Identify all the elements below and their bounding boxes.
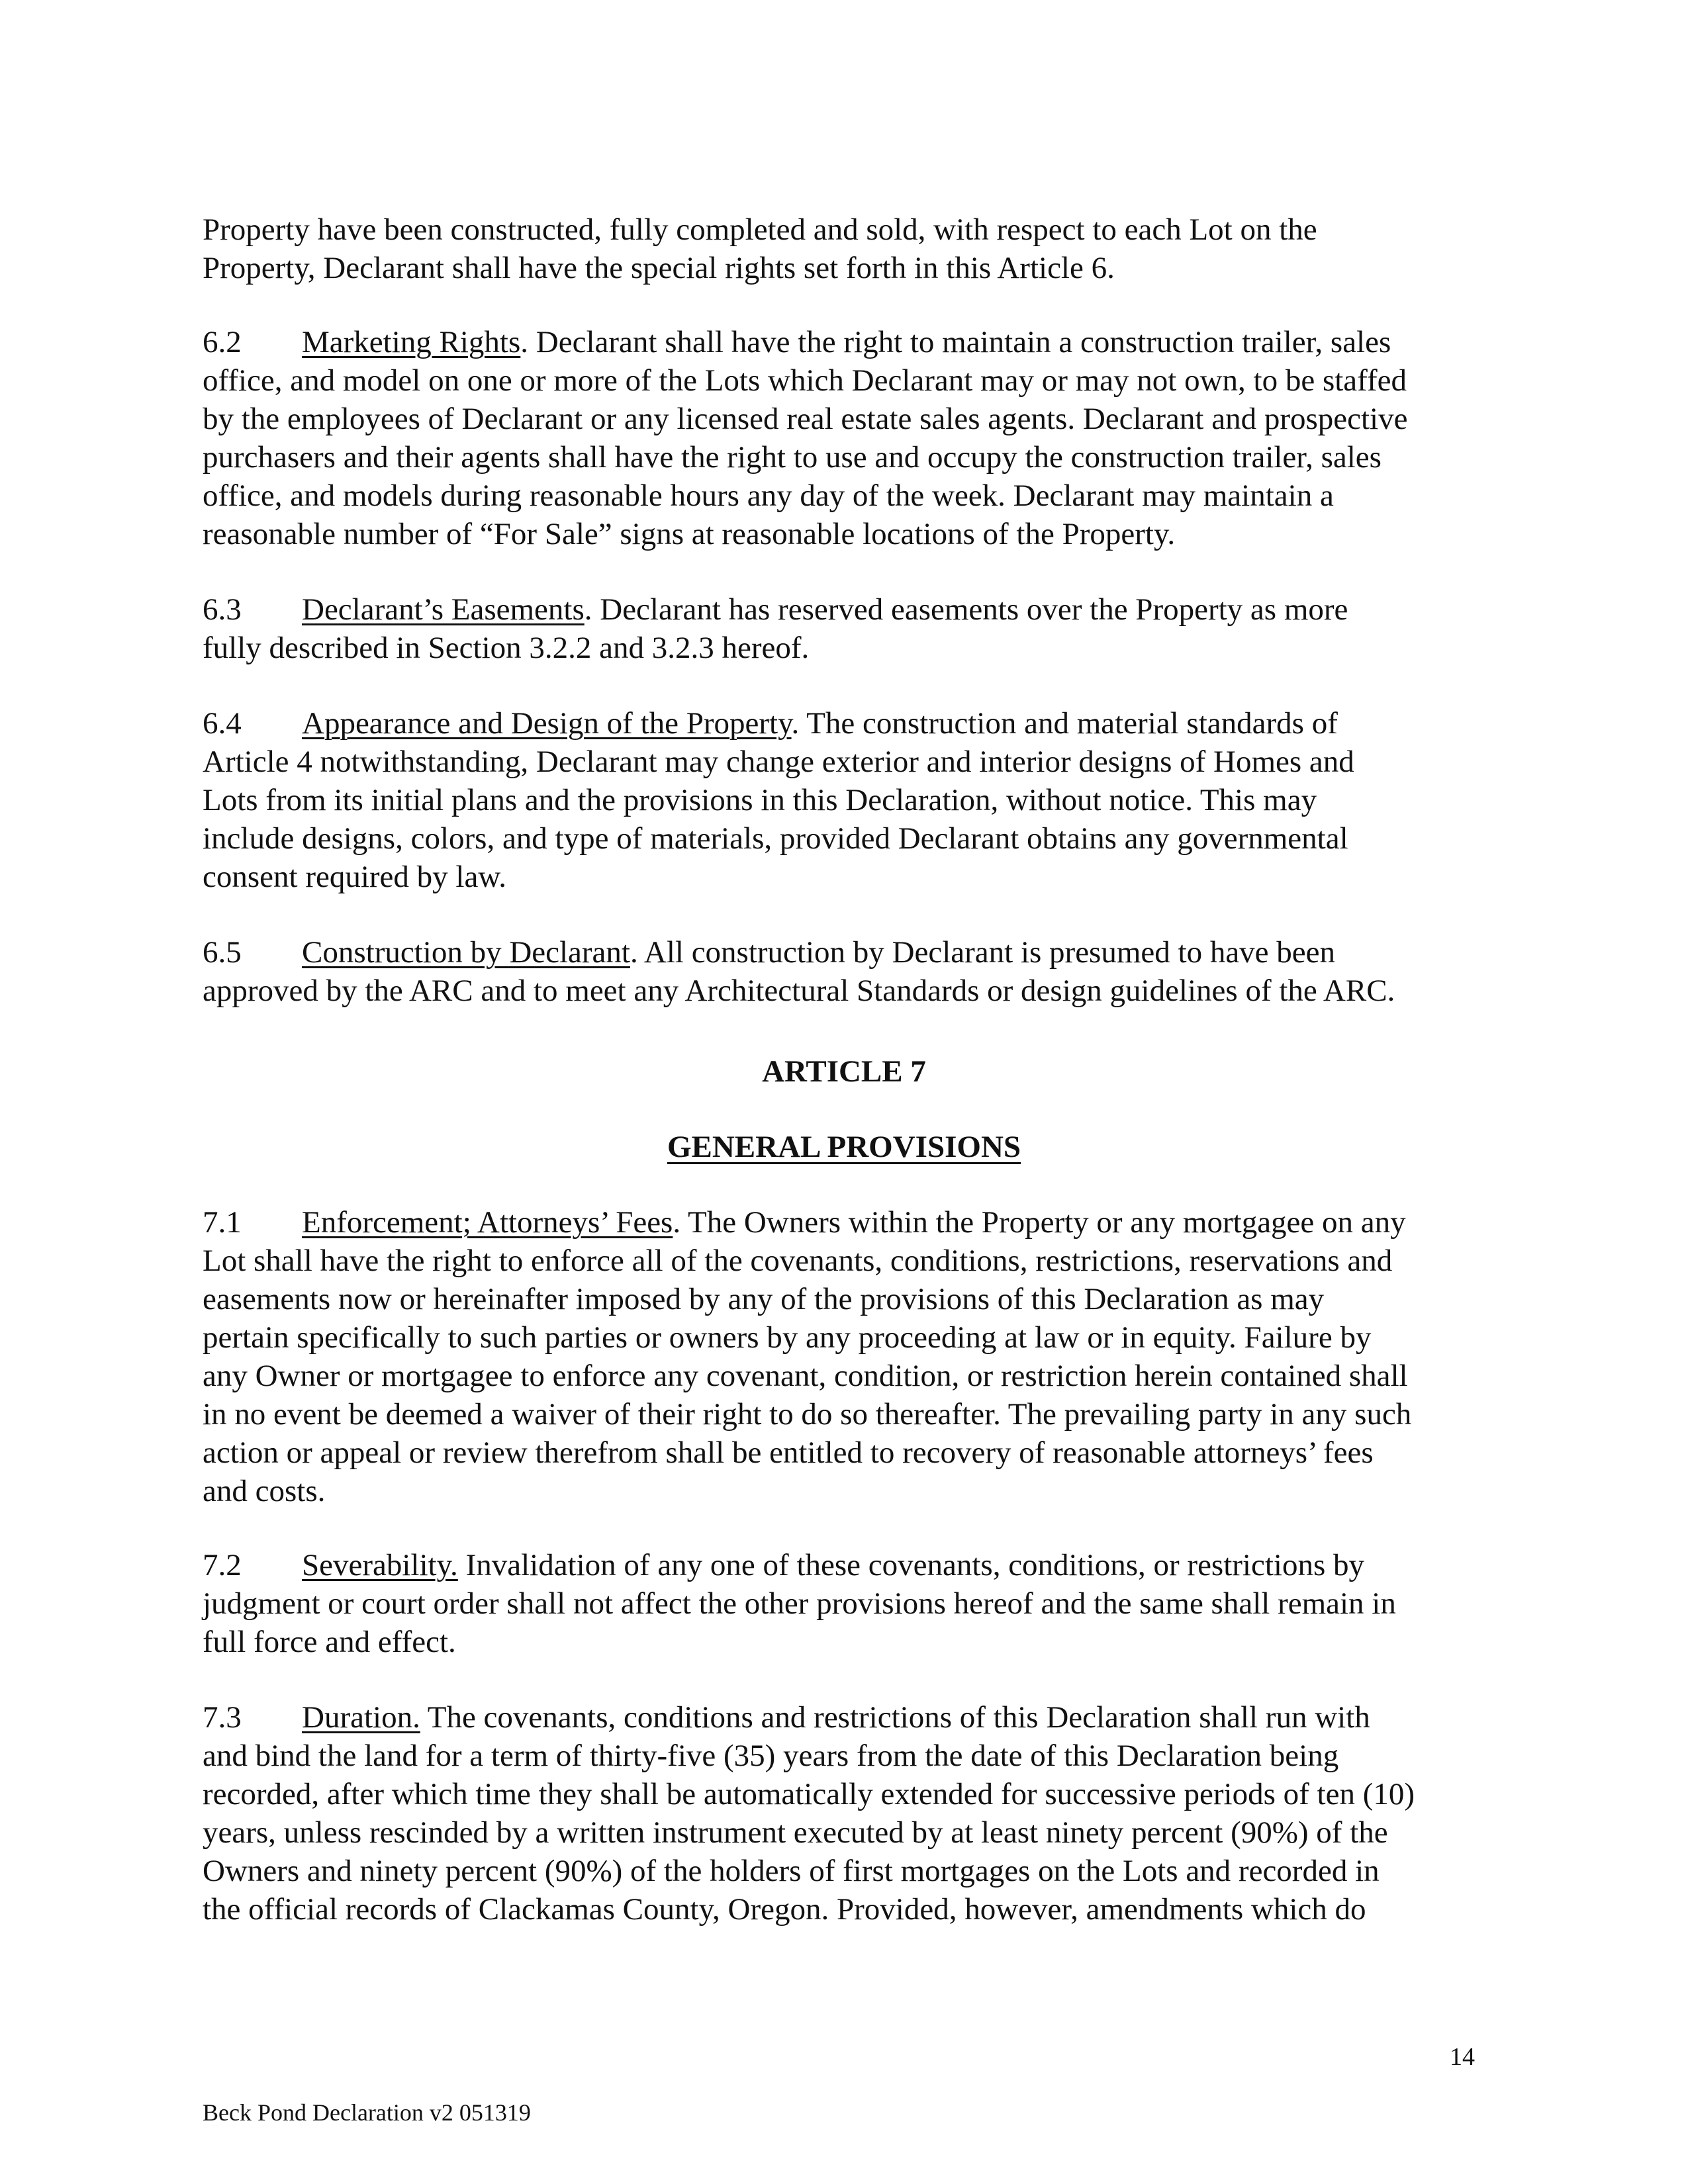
text-line: include designs, colors, and type of materials, provided Declarant obtains any governmental	[203, 821, 1348, 856]
text-line: approved by the ARC and to meet any Architectural Standards or design guidelines of the ARC.	[203, 974, 1395, 1008]
section-number: 7.1	[203, 1205, 242, 1240]
section-title: Duration.	[302, 1700, 420, 1735]
section-7-1	[203, 1203, 1493, 1510]
section-7-2	[203, 1546, 1493, 1661]
text-line: office, and model on one or more of the Lots which Declarant may or may not own, to be staffed	[203, 363, 1407, 398]
section-6-3	[203, 590, 1493, 667]
section-first-line	[203, 933, 1493, 972]
text-line: Owners and ninety percent (90%) of the holders of first mortgages on the Lots and recorded in	[203, 1854, 1380, 1888]
text-line: by the employees of Declarant or any licensed real estate sales agents. Declarant and prospective	[203, 402, 1408, 436]
section-first-line	[203, 590, 1493, 629]
article-title-text: GENERAL PROVISIONS	[667, 1130, 1021, 1164]
section-6-2	[203, 323, 1493, 553]
intro-paragraph	[203, 210, 1493, 287]
section-6-4	[203, 704, 1493, 896]
section-title: Marketing Rights	[302, 325, 521, 359]
text-line: action or appeal or review therefrom shall be entitled to recovery of reasonable attorneys’ fees	[203, 1435, 1374, 1470]
page-number: 14	[1450, 2043, 1475, 2071]
section-title: Appearance and Design of the Property	[302, 706, 792, 741]
text-line: easements now or hereinafter imposed by any of the provisions of this Declaration as may	[203, 1282, 1325, 1316]
section-number: 6.5	[203, 935, 242, 970]
text-line: Lots from its initial plans and the provisions in this Declaration, without notice. This may	[203, 783, 1317, 817]
section-7-3	[203, 1698, 1493, 1929]
section-number: 6.4	[203, 706, 242, 741]
section-text: Invalidation of any one of these covenants, conditions, or restrictions by	[457, 1548, 1365, 1582]
text-line: recorded, after which time they shall be automatically extended for successive periods of ten (10)	[203, 1777, 1415, 1811]
text-line: any Owner or mortgagee to enforce any covenant, condition, or restriction herein contained shall	[203, 1359, 1408, 1393]
section-title: Enforcement; Attorneys’ Fees	[302, 1205, 673, 1240]
text-line: the official records of Clackamas County, Oregon. Provided, however, amendments which do	[203, 1892, 1366, 1927]
section-text: . Declarant has reserved easements over the Property as more	[584, 592, 1348, 627]
text-line: consent required by law.	[203, 860, 506, 894]
text-line: Property have been constructed, fully completed and sold, with respect to each Lot on the	[203, 212, 1317, 247]
section-first-line	[203, 1203, 1493, 1242]
section-text: The covenants, conditions and restrictions of this Declaration shall run with	[420, 1700, 1370, 1735]
text-line: office, and models during reasonable hours any day of the week. Declarant may maintain a	[203, 478, 1334, 513]
text-line: reasonable number of “For Sale” signs at reasonable locations of the Property.	[203, 517, 1176, 551]
text-line: Property, Declarant shall have the special rights set forth in this Article 6.	[203, 251, 1115, 285]
section-first-line	[203, 1546, 1493, 1584]
document-footer-label: Beck Pond Declaration v2 051319	[203, 2099, 531, 2126]
section-text: . All construction by Declarant is presumed to have been	[630, 935, 1336, 970]
text-line: fully described in Section 3.2.2 and 3.2.3 hereof.	[203, 631, 810, 665]
section-text: . The construction and material standards of	[791, 706, 1338, 741]
text-line: purchasers and their agents shall have the right to use and occupy the construction trailer, sales	[203, 440, 1382, 475]
text-line: full force and effect.	[203, 1625, 456, 1659]
text-line: years, unless rescinded by a written instrument executed by at least ninety percent (90%) of the	[203, 1815, 1388, 1850]
section-text: . Declarant shall have the right to maintain a construction trailer, sales	[520, 325, 1391, 359]
section-number: 6.3	[203, 592, 242, 627]
text-line: pertain specifically to such parties or owners by any proceeding at law or in equity. Failure by	[203, 1320, 1372, 1355]
section-first-line	[203, 1698, 1493, 1737]
section-number: 7.2	[203, 1548, 242, 1582]
section-6-5	[203, 933, 1493, 1010]
section-title: Severability.	[302, 1548, 458, 1582]
text-line: Article 4 notwithstanding, Declarant may change exterior and interior designs of Homes and	[203, 745, 1354, 779]
text-line: and costs.	[203, 1474, 326, 1508]
article-number: ARTICLE 7	[762, 1054, 926, 1089]
section-title: Declarant’s Easements	[302, 592, 585, 627]
section-title: Construction by Declarant	[302, 935, 630, 970]
section-text: . The Owners within the Property or any mortgagee on any	[673, 1205, 1406, 1240]
article-title	[0, 1128, 1688, 1166]
section-number: 6.2	[203, 325, 242, 359]
section-first-line	[203, 704, 1493, 743]
text-line: Lot shall have the right to enforce all of the covenants, conditions, restrictions, reservations and	[203, 1244, 1393, 1278]
text-line: judgment or court order shall not affect the other provisions hereof and the same shall remain in	[203, 1586, 1396, 1621]
text-line: and bind the land for a term of thirty-five (35) years from the date of this Declaration being	[203, 1739, 1339, 1773]
section-number: 7.3	[203, 1700, 242, 1735]
section-first-line	[203, 323, 1493, 361]
text-line: in no event be deemed a waiver of their right to do so thereafter. The prevailing party in any such	[203, 1397, 1412, 1432]
